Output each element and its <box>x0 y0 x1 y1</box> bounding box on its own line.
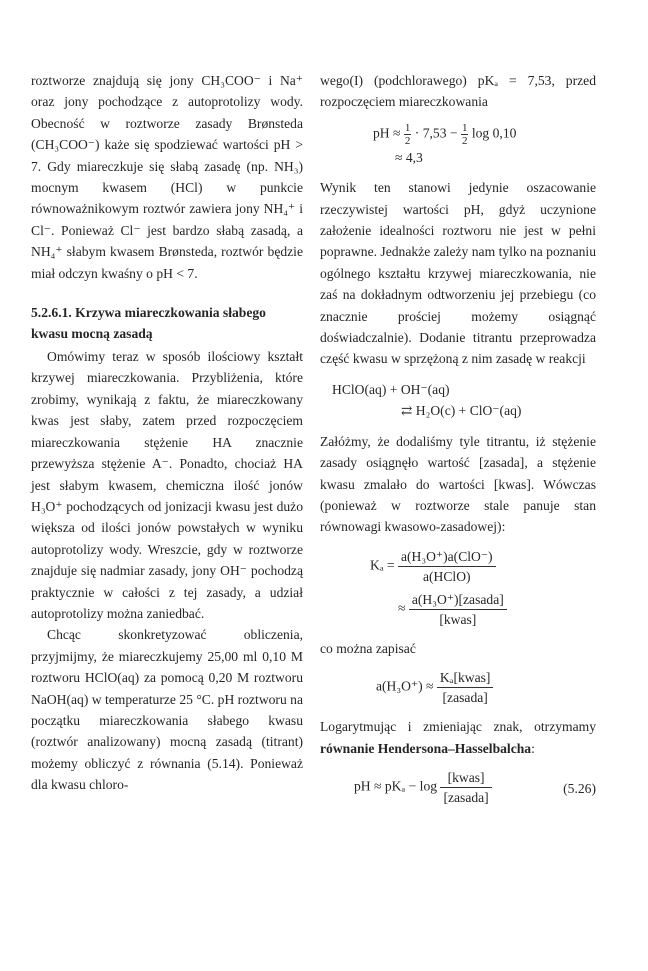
equation-number: (5.26) <box>563 780 596 796</box>
equation-initial-ph <box>320 122 596 168</box>
paragraph-assumption: Załóżmy, że dodaliśmy tyle titrantu, iż stężenie zasady osiągnęło wartość [zasada], a stężenie kwasu zmalało do wartości [kwas]. Wówczas (ponieważ w roztworze stale panuje stan równowagi kwasowo-zasadowej): <box>320 433 596 535</box>
eq1-half2-num: 1 <box>461 121 468 134</box>
paragraph-rewrite: co można zapisać <box>320 640 416 656</box>
reaction-reactants: HClO(aq) + OH⁻(aq) <box>332 381 450 397</box>
eq3b-denominator: [kwas] <box>439 611 477 627</box>
eq1-mid: · 7,53 − <box>411 125 461 141</box>
paragraph-henderson-intro <box>320 716 596 759</box>
equation-reaction <box>320 379 596 422</box>
left-column <box>31 70 303 796</box>
eq1-lhs: pH ≈ <box>373 125 404 141</box>
eq5-numerator: [kwas] <box>440 768 491 788</box>
eq1-half-num: 1 <box>404 121 411 134</box>
eq3b-lhs: ≈ <box>398 600 409 616</box>
eq4-denominator: [zasada] <box>442 690 488 706</box>
eq3-fraction <box>398 547 496 586</box>
paragraph-approximations: Omówimy teraz w sposób ilościowy kształt krzywej miareczkowania. Przybliżenia, które zrobimy, wynikają z faktu, że miareczkowany kwas jest słaby, zatem przed rozpoczęciem miareczkowania stężenie HA znacznie przewyższa stężenie A⁻. Ponadto, chociaż HA jest słabym kwasem, chemiczna ilość jonów H₃O⁺ pochodzących od jonizacji kwasu jest dużo większa od ilości jonów powstałych w wyniku autoprotolizy wody. Wreszcie, gdy w roztworze znajduje się nadmiar zasady, jony OH⁻ pochodzą praktycznie w całości z tej zasady, a udział autoprotolizy można zaniedbać. <box>31 349 303 621</box>
eq3b-fraction <box>409 590 507 629</box>
equation-ka <box>320 547 596 629</box>
eq3-denominator: a(HClO) <box>422 568 471 584</box>
eq1-half-den: 2 <box>404 134 411 147</box>
eq4-fraction <box>437 668 494 707</box>
henderson-intro-text: Logarytmując i zmieniając znak, otrzymamy <box>320 719 596 735</box>
henderson-colon: : <box>531 740 535 756</box>
eq3-numerator: a(H₃O⁺)a(ClO⁻) <box>398 547 496 567</box>
eq3b-numerator: a(H₃O⁺)[zasada] <box>409 590 507 610</box>
eq4-numerator: Kₐ[kwas] <box>437 668 494 688</box>
paragraph-equivalence-point: roztworze znajdują się jony CH₃COO⁻ i Na⁺ oraz jony pochodzące z autoprotolizy wody. Obecność w roztworze zasady Brønsteda (CH₃COO⁻) każe się spodziewać wartości pH > 7. Gdy miareczkuje się słabą zasadę (np. NH₃) mocnym kwasem (HCl) w punkcie równoważnikowym roztwór zawiera jony NH₄⁺ i Cl⁻. Ponieważ Cl⁻ jest bardzo słabą zasadą, a NH₄⁺ słabym kwasem Brønsteda, roztwór będzie miał odczyn kwaśny o pH < 7. <box>31 73 303 281</box>
eq4-lhs: a(H₃O⁺) ≈ <box>376 678 437 694</box>
eq5-denominator: [zasada] <box>443 789 489 805</box>
equation-h3o-activity <box>320 668 596 707</box>
reaction-products: ⇄ H₂O(c) + ClO⁻(aq) <box>401 403 522 419</box>
equation-henderson-hasselbalch <box>320 768 596 807</box>
eq1-result: ≈ 4,3 <box>395 149 423 165</box>
eq1-log-term: log 0,10 <box>468 125 517 141</box>
section-heading: 5.2.6.1. Krzywa miareczkowania słabego kwasu mocną zasadą <box>31 305 266 342</box>
paragraph-estimate: Wynik ten stanowi jedynie oszacowanie rzeczywistej wartości pH, gdyż uczynione założenie idealności roztworu nie jest w pełni poprawne. Jednakże zależy nam tylko na poznaniu ogólnego kształtu krzywej miareczkowania, nie zaś na dokładnym odtworzeniu jej przebiegu (co znacznie prościej możemy osiągnąć doświadczalnie). Dodanie titrantu przeprowadza część kwasu w sprzężoną z nim zasadę w reakcji <box>320 180 596 367</box>
right-column <box>320 70 596 816</box>
eq3-lhs: Kₐ = <box>370 557 398 573</box>
eq1-half2-den: 2 <box>461 134 468 147</box>
eq5-lhs: pH ≈ pKₐ − log <box>354 778 441 794</box>
paragraph-example-setup: Chcąc skonkretyzować obliczenia, przyjmijmy, że miareczkujemy 25,00 ml 0,10 M roztworu HClO(aq) za pomocą 0,20 M roztworu NaOH(aq) w temperaturze 25 °C. pH roztworu na początku miareczkowania słabego kwasu (roztwór analizowany) mocną zasadą (titrant) możemy obliczyć z równania (5.14). Ponieważ dla kwasu chloro- <box>31 627 303 793</box>
paragraph-pka-intro: wego(I) (podchlorawego) pKₐ = 7,53, przed rozpoczęciem miareczkowania <box>320 73 596 110</box>
henderson-hasselbalch-term: równanie Hendersona–Hasselbalcha <box>320 740 532 756</box>
eq5-fraction <box>440 768 491 807</box>
